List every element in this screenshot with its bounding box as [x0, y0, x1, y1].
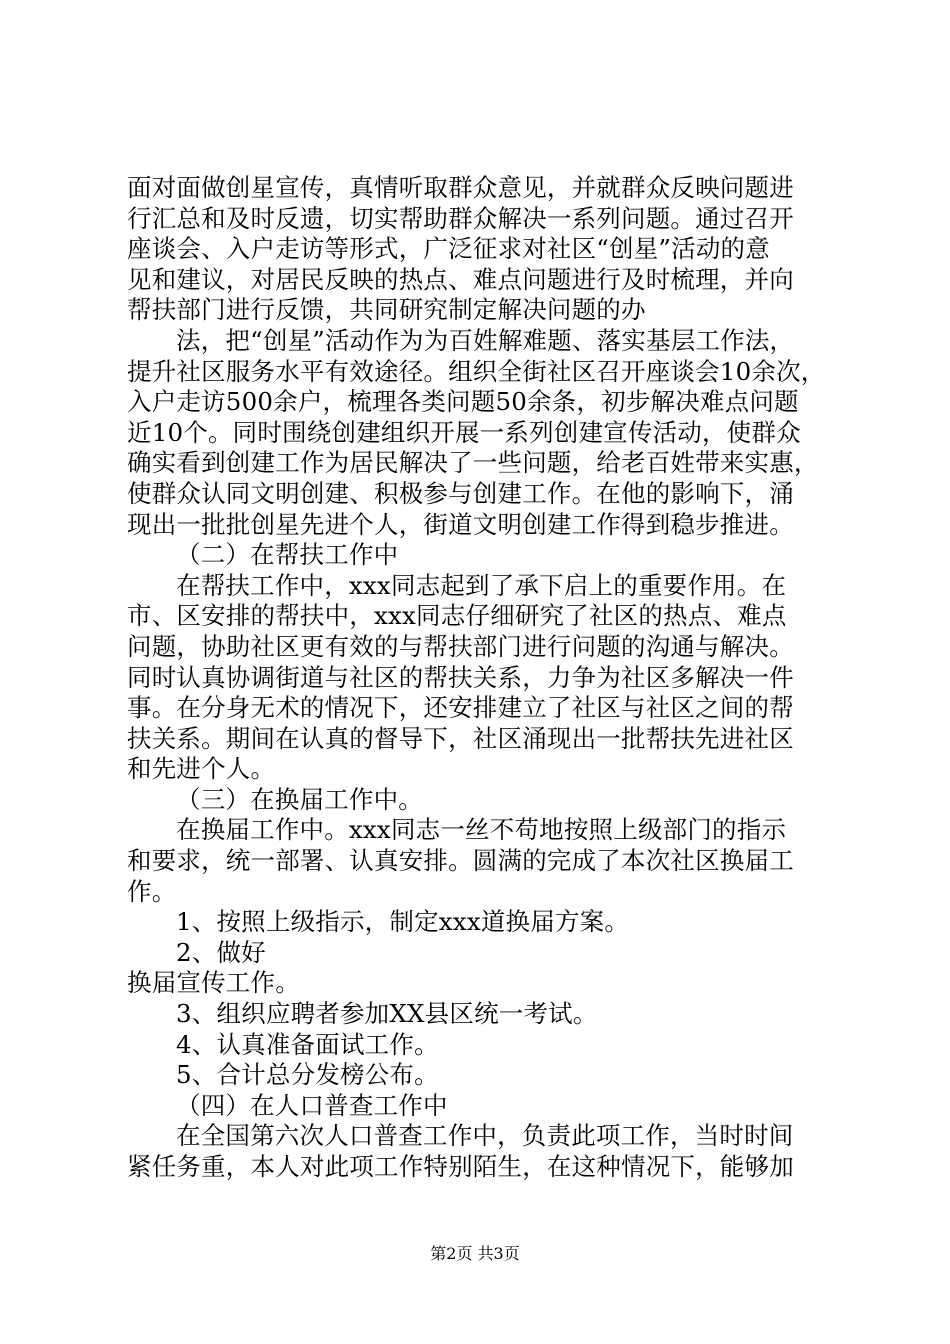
text-line: 使群众认同文明创建、积极参与创建工作。在他的影响下，涌 [127, 478, 794, 508]
text-line: 见和建议，对居民反映的热点、难点问题进行及时梳理，并向 [127, 264, 794, 294]
document-body [127, 173, 837, 1183]
text-line: 4、认真准备面试工作。 [176, 1029, 439, 1059]
text-line: 确实看到创建工作为居民解决了一些问题，给老百姓带来实惠， [127, 448, 819, 478]
text-line: 现出一批批创星先进个人，街道文明创建工作得到稳步推进。 [127, 509, 794, 539]
text-line: 作。 [127, 876, 177, 906]
text-line: 帮扶部门进行反馈，共同研究制定解决问题的办 [127, 295, 646, 325]
text-line: 提升社区服务水平有效途径。组织全街社区召开座谈会10余次， [127, 356, 826, 386]
text-line: 2、做好 [176, 937, 266, 967]
text-line: 事。在分身无术的情况下，还安排建立了社区与社区之间的帮 [127, 693, 794, 723]
text-line: 换届宣传工作。 [127, 968, 300, 998]
text-line: 扶关系。期间在认真的督导下，社区涌现出一批帮扶先进社区 [127, 723, 794, 753]
text-line: 近10个。同时围绕创建组织开展一系列创建宣传活动，使群众 [127, 417, 801, 447]
text-line: 5、合计总分发榜公布。 [176, 1060, 439, 1090]
text-line: 市、区安排的帮扶中，xxx同志仔细研究了社区的热点、难点 [127, 601, 787, 631]
text-line: 法，把“创星”活动作为为百姓解难题、落实基层工作法， [176, 325, 795, 355]
text-line: 在全国第六次人口普查工作中，负责此项工作，当时时间 [176, 1121, 794, 1151]
text-line: 入户走访500余户，梳理各类问题50余条，初步解决难点问题 [127, 387, 799, 417]
text-line: 座谈会、入户走访等形式，广泛征求对社区“创星”活动的意 [127, 234, 770, 264]
text-line: （三）在换届工作中。 [176, 784, 423, 814]
text-line: （二）在帮扶工作中 [176, 540, 399, 570]
text-line: 在换届工作中。xxx同志一丝不苟地按照上级部门的指示 [176, 815, 787, 845]
text-line: 3、组织应聘者参加XX县区统一考试。 [176, 999, 598, 1029]
text-line: 在帮扶工作中，xxx同志起到了承下启上的重要作用。在 [176, 570, 787, 600]
text-line: 和要求，统一部署、认真安排。圆满的完成了本次社区换届工 [127, 846, 794, 876]
page-footer: 第2页 共3页 [430, 1244, 520, 1263]
text-line: 1、按照上级指示，制定xxx道换届方案。 [176, 907, 630, 937]
text-line: （四）在人口普查工作中 [176, 1090, 448, 1120]
text-line: 面对面做创星宣传，真情听取群众意见，并就群众反映问题进 [127, 173, 794, 202]
text-line: 和先进个人。 [127, 754, 276, 784]
text-line: 同时认真协调街道与社区的帮扶关系，力争为社区多解决一件 [127, 662, 794, 692]
text-line: 问题，协助社区更有效的与帮扶部门进行问题的沟通与解决。 [127, 631, 794, 661]
text-line: 紧任务重，本人对此项工作特别陌生，在这种情况下，能够加 [127, 1152, 794, 1181]
text-line: 行汇总和及时反遗，切实帮助群众解决一系列问题。通过召开 [127, 203, 794, 233]
